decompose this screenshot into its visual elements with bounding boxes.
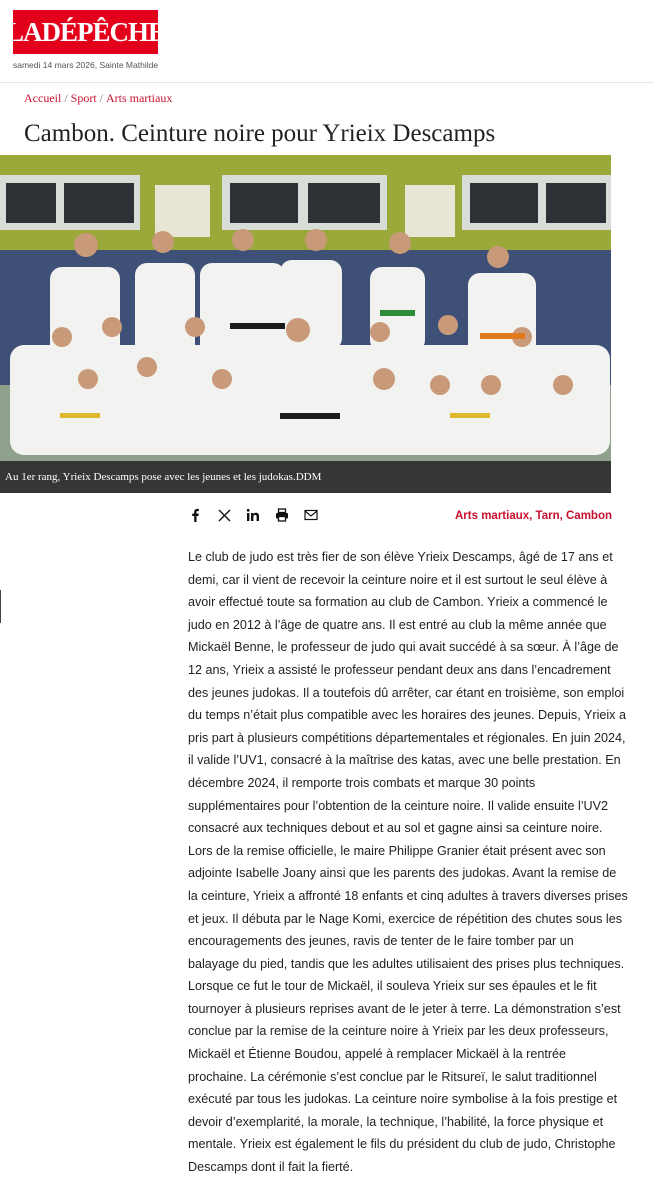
article-photo xyxy=(0,155,611,493)
breadcrumb-separator: / xyxy=(64,91,68,105)
facebook-icon[interactable] xyxy=(188,508,202,522)
article-title: Cambon. Ceinture noire pour Yrieix Descamps xyxy=(24,120,496,147)
breadcrumb-separator: / xyxy=(99,91,104,105)
email-icon[interactable] xyxy=(304,508,318,522)
tag-arts-martiaux[interactable]: Arts martiaux xyxy=(455,510,530,522)
scroll-marker xyxy=(0,590,1,623)
breadcrumb-sport[interactable]: Sport xyxy=(70,91,97,105)
article-tags: Arts martiaux, Tarn, Cambon xyxy=(455,510,612,522)
article-body: Le club de judo est très fier de son élève Yrieix Descamps, âgé de 17 ans et demi, car il vient de recevoir la ceinture noire et il est surtout le seul élève à avoir effectué toute sa formation au club de Cambon. Yrieix a commencé le judo en 2012 à l’âge de quatre ans. Il est entré au club la même année que Mickaël Benne, le professeur de judo qui avait succédé à sa sœur. À l’âge de 12 ans, Yrieix a assisté le professeur pendant deux ans dans l’encadrement des jeunes judokas. Il a toutefois dû arrêter, car étant en troisième, son emploi du temps n’était plus compatible avec les horaires des jeunes. Depuis, Yrieix a pris part à plusieurs compétitions départementales et régionales. En juin 2024, il valide l’UV1, consacré à la maîtrise des katas, avec une belle prestation. En décembre 2024, il remporte trois combats et marque 30 points supplémentaires pour l’obtention de la ceinture noire. Il valide ensuite l’UV2 consacré aux techniques debout et au sol et gagne ainsi sa ceinture noire. Lors de la remise officielle, le maire Philippe Granier était présent avec son adjointe Isabelle Joany ainsi que les parents des judokas. Avant la remise de la ceinture, Yrieix a affronté 18 enfants et cinq adultes à travers diverses prises et jeux. Il débuta par le Nage Komi, exercice de répétition des chutes sous les encouragements des jeunes, ravis de tenter de le faire tomber par un balayage du pied, tandis que les adultes utilisaient des prises plus techniques. Lorsque ce fut le tour de Mickaël, il souleva Yrieix sur ses épaules et le fit tournoyer à plusieurs reprises avant de le jeter à terre. La démonstration s’est conclue par la remise de la ceinture noire à Yrieix par les deux professeurs, Mickaël et Étienne Boudou, appelé à remplacer Mickaël à la rentrée prochaine. La cérémonie s’est conclue par le Ritsureï, le salut traditionnel exécuté par tous les judokas. La ceinture noire symbolise à la fois prestige et devoir d’exemplarité, la morale, la technique, l’habilité, la force physique et mentale. Yrieix est également le fils du président du club de judo, Christophe Descamps dont il fait la fierté. xyxy=(188,550,628,1175)
share-bar xyxy=(188,508,318,522)
breadcrumb xyxy=(24,91,172,106)
tag-cambon[interactable]: Cambon xyxy=(566,510,612,522)
tag-tarn[interactable]: Tarn xyxy=(535,510,560,522)
judo-group-photo xyxy=(0,155,611,493)
x-icon[interactable] xyxy=(217,508,231,522)
date-line: samedi 14 mars 2026, Sainte Mathilde xyxy=(13,60,159,70)
print-icon[interactable] xyxy=(275,508,289,522)
site-header xyxy=(0,0,654,83)
linkedin-icon[interactable] xyxy=(246,508,260,522)
photo-caption: Au 1er rang, Yrieix Descamps pose avec les jeunes et les judokas.DDM xyxy=(0,461,611,493)
breadcrumb-home[interactable]: Accueil xyxy=(24,91,62,105)
breadcrumb-arts-martiaux[interactable]: Arts martiaux xyxy=(106,91,173,105)
site-logo[interactable]: LADÉPÊCHE xyxy=(13,10,158,54)
